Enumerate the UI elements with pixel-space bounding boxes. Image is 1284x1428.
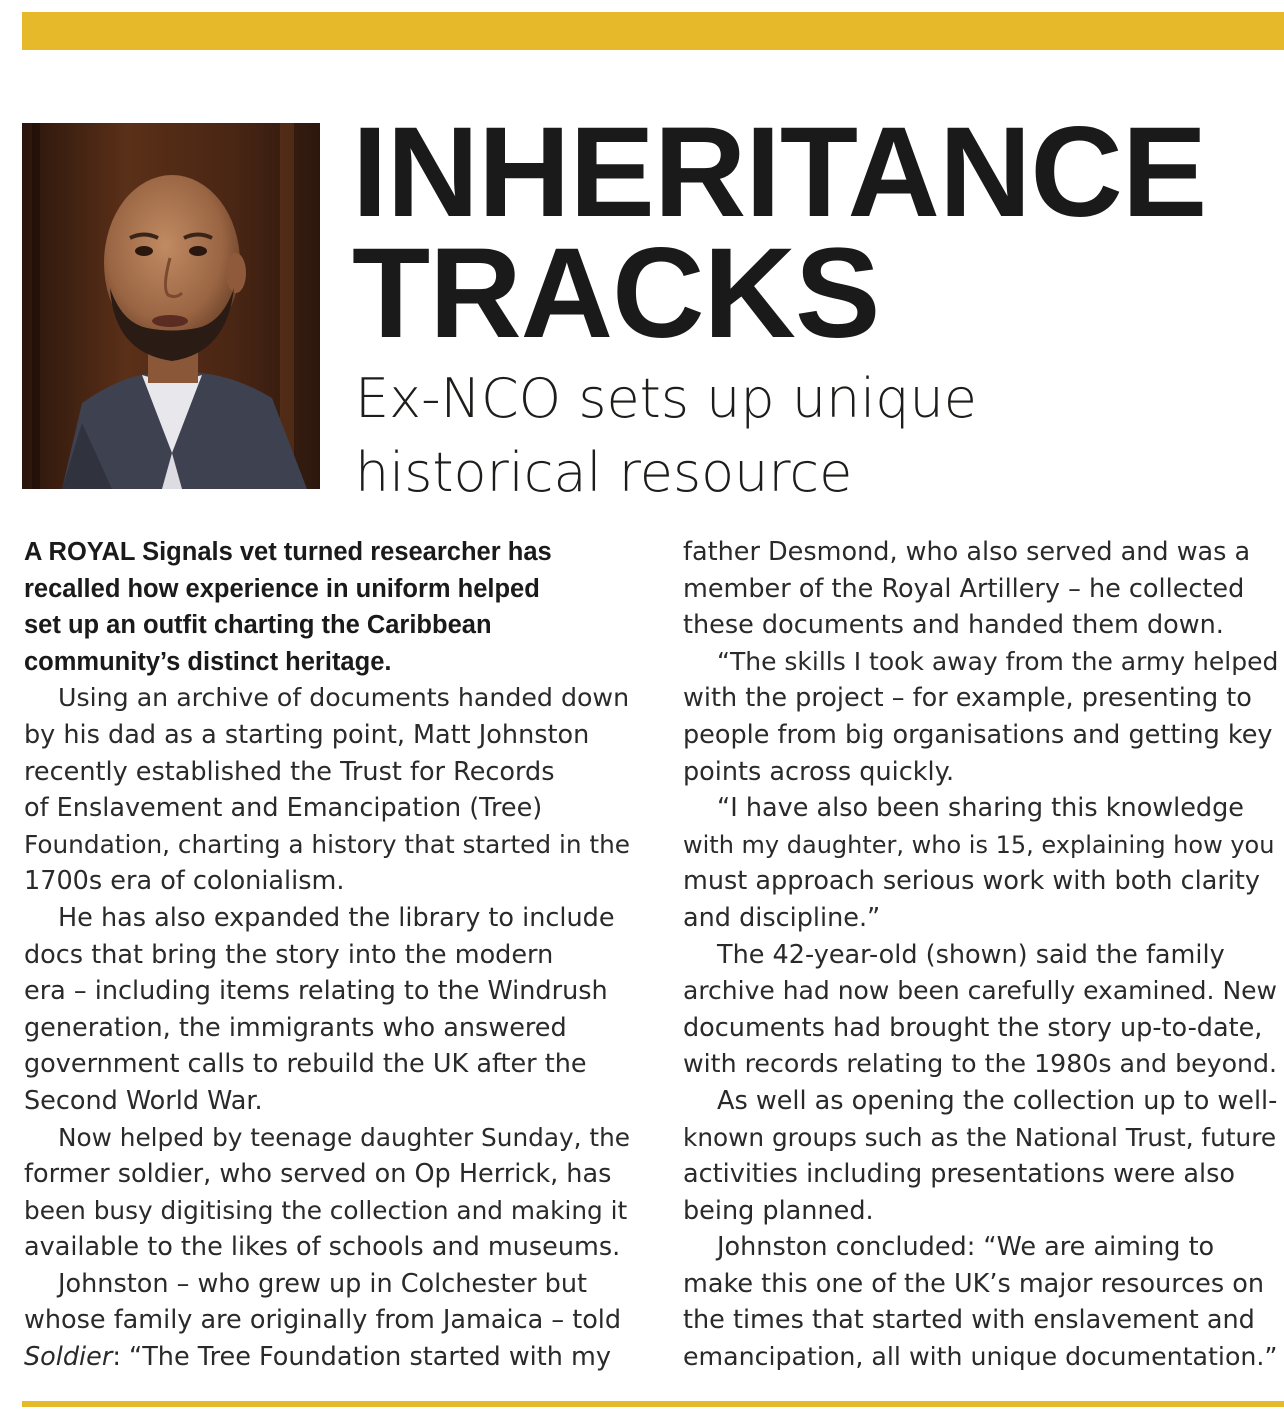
article-column-right (683, 534, 1278, 1376)
body-line: must approach serious work with both clarity (683, 866, 1260, 897)
body-line: known groups such as the National Trust, future (683, 1122, 1277, 1152)
body-line: Second World War. (24, 1085, 263, 1116)
lead-line: A ROYAL Signals vet turned researcher has (24, 538, 552, 566)
body-line: docs that bring the story into the modern (24, 939, 554, 970)
body-line: former soldier, who served on Op Herrick, has (24, 1159, 612, 1190)
body-line: emancipation, all with unique documentation.” (683, 1342, 1278, 1372)
lead-line: community’s distinct heritage. (24, 647, 392, 676)
lead-line: set up an outfit charting the Caribbean (24, 611, 492, 640)
body-line: with my daughter, who is 15, explaining how you (683, 830, 1275, 859)
headline-line-1: INHERITANCE (352, 101, 1207, 244)
body-line: Foundation, charting a history that started in the (24, 829, 631, 859)
headline-line-2: TRACKS (352, 222, 880, 365)
body-line: points across quickly. (683, 756, 955, 787)
top-accent-bar (22, 12, 1284, 50)
body-line: available to the likes of schools and museums. (24, 1232, 621, 1263)
body-line: been busy digitising the collection and making it (24, 1195, 628, 1225)
body-paragraph (683, 1083, 1278, 1229)
body-line: being planned. (683, 1195, 874, 1226)
body-line: He has also expanded the library to include (58, 902, 615, 933)
headline (352, 101, 1272, 365)
body-paragraph (683, 644, 1278, 790)
lead-paragraph (24, 534, 630, 680)
body-paragraph (683, 1229, 1278, 1375)
body-line: The 42-year-old (shown) said the family (717, 939, 1225, 970)
body-line: of Enslavement and Emancipation (Tree) (24, 793, 543, 824)
body-line: activities including presentations were also (683, 1159, 1235, 1190)
body-line: government calls to rebuild the UK after the (24, 1049, 587, 1080)
body-paragraph (24, 680, 630, 900)
standfirst-line-1: Ex-NCO sets up unique (355, 367, 978, 430)
body-line-tail: : “The Tree Foundation started with my (112, 1342, 611, 1373)
body-line: and discipline.” (683, 902, 881, 933)
body-line: whose family are originally from Jamaica – told (24, 1305, 622, 1336)
body-line: by his dad as a starting point, Matt Johnston (24, 719, 590, 750)
body-line: people from big organisations and getting key (683, 719, 1273, 750)
body-line: “I have also been sharing this knowledge (717, 793, 1244, 824)
body-line: with the project – for example, presenting to (683, 683, 1252, 714)
body-line: Johnston concluded: “We are aiming to (717, 1232, 1215, 1263)
body-line: 1700s era of colonialism. (24, 866, 345, 897)
lead-line: recalled how experience in uniform helped (24, 574, 540, 603)
standfirst-line-2: historical resource (355, 441, 853, 504)
body-paragraph (683, 790, 1278, 936)
body-line: the times that started with enslavement and (683, 1305, 1255, 1336)
body-paragraph (24, 1266, 630, 1376)
magazine-title: Soldier (24, 1342, 113, 1373)
article-column-left (24, 534, 630, 1376)
body-line: era – including items relating to the Windrush (24, 976, 608, 1007)
body-line: these documents and handed them down. (683, 610, 1224, 641)
standfirst (355, 362, 1255, 510)
body-line: As well as opening the collection up to well- (717, 1085, 1278, 1116)
body-line: archive had now been carefully examined. New (683, 976, 1277, 1006)
body-line: “The skills I took away from the army helped (717, 646, 1279, 676)
body-paragraph (683, 534, 1278, 644)
body-paragraph (683, 937, 1278, 1083)
bottom-accent-rule (22, 1401, 1284, 1407)
body-line: Now helped by teenage daughter Sunday, the (58, 1122, 631, 1152)
body-line: member of the Royal Artillery – he collected (683, 573, 1245, 604)
body-paragraph (24, 900, 630, 1120)
body-line: Johnston – who grew up in Colchester but (58, 1268, 588, 1299)
body-line: father Desmond, who also served and was a (683, 537, 1251, 567)
body-line: generation, the immigrants who answered (24, 1012, 567, 1043)
body-line (24, 1339, 630, 1376)
body-line: make this one of the UK’s major resources on (683, 1268, 1265, 1299)
body-line: Using an archive of documents handed down (58, 683, 630, 713)
author-photo (22, 123, 320, 489)
body-line: documents had brought the story up-to-date, (683, 1012, 1263, 1043)
body-line: with records relating to the 1980s and beyond. (683, 1049, 1278, 1079)
body-paragraph (24, 1120, 630, 1266)
body-line: recently established the Trust for Records (24, 756, 555, 787)
